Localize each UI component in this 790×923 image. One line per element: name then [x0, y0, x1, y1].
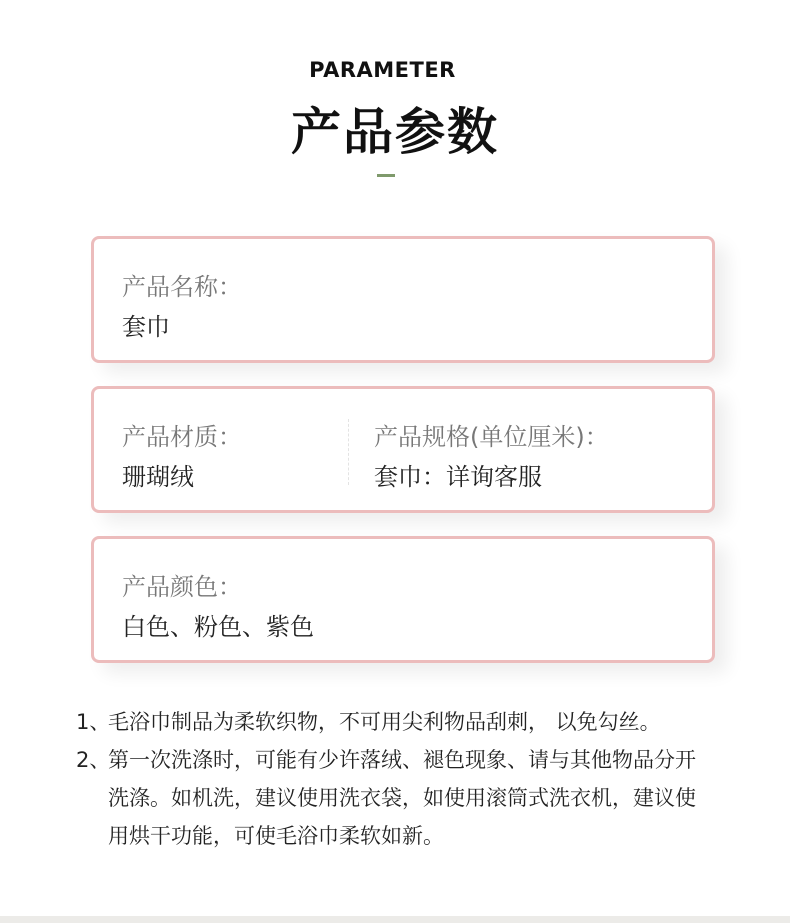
care-notes — [76, 703, 756, 855]
page-title: 产品参数 — [291, 103, 499, 161]
product-color-value: 白色、粉色、紫色 — [122, 613, 314, 641]
bottom-divider-bar — [0, 916, 790, 923]
care-note-line: 洗涤。如机洗，建议使用洗衣袋，如使用滚筒式洗衣机，建议使 — [108, 786, 696, 810]
care-note-item — [76, 703, 756, 741]
product-spec-label: 产品规格(单位厘米)： — [374, 423, 609, 451]
care-note-item — [76, 741, 756, 855]
product-name-card — [91, 236, 715, 363]
product-material-spec-card — [91, 386, 715, 513]
card-divider — [348, 419, 349, 485]
care-note-line: 毛浴巾制品为柔软织物，不可用尖利物品刮刺， 以免勾丝。 — [108, 710, 661, 734]
product-color-card — [91, 536, 715, 663]
product-material-value: 珊瑚绒 — [122, 463, 194, 491]
title-accent-line — [377, 174, 395, 177]
product-material-label: 产品材质： — [122, 423, 242, 451]
care-note-line: 第一次洗涤时，可能有少许落绒、褪色现象、请与其他物品分开 — [108, 748, 696, 772]
product-color-label: 产品颜色： — [122, 573, 242, 601]
product-name-value: 套巾 — [122, 313, 170, 341]
care-note-line: 用烘干功能，可使毛浴巾柔软如新。 — [108, 824, 444, 848]
product-spec-value: 套巾：详询客服 — [374, 463, 542, 491]
product-name-label: 产品名称： — [122, 273, 242, 301]
care-note-number: 1、 — [76, 710, 111, 734]
care-note-number: 2、 — [76, 748, 111, 772]
section-eyebrow: PARAMETER — [309, 58, 456, 82]
